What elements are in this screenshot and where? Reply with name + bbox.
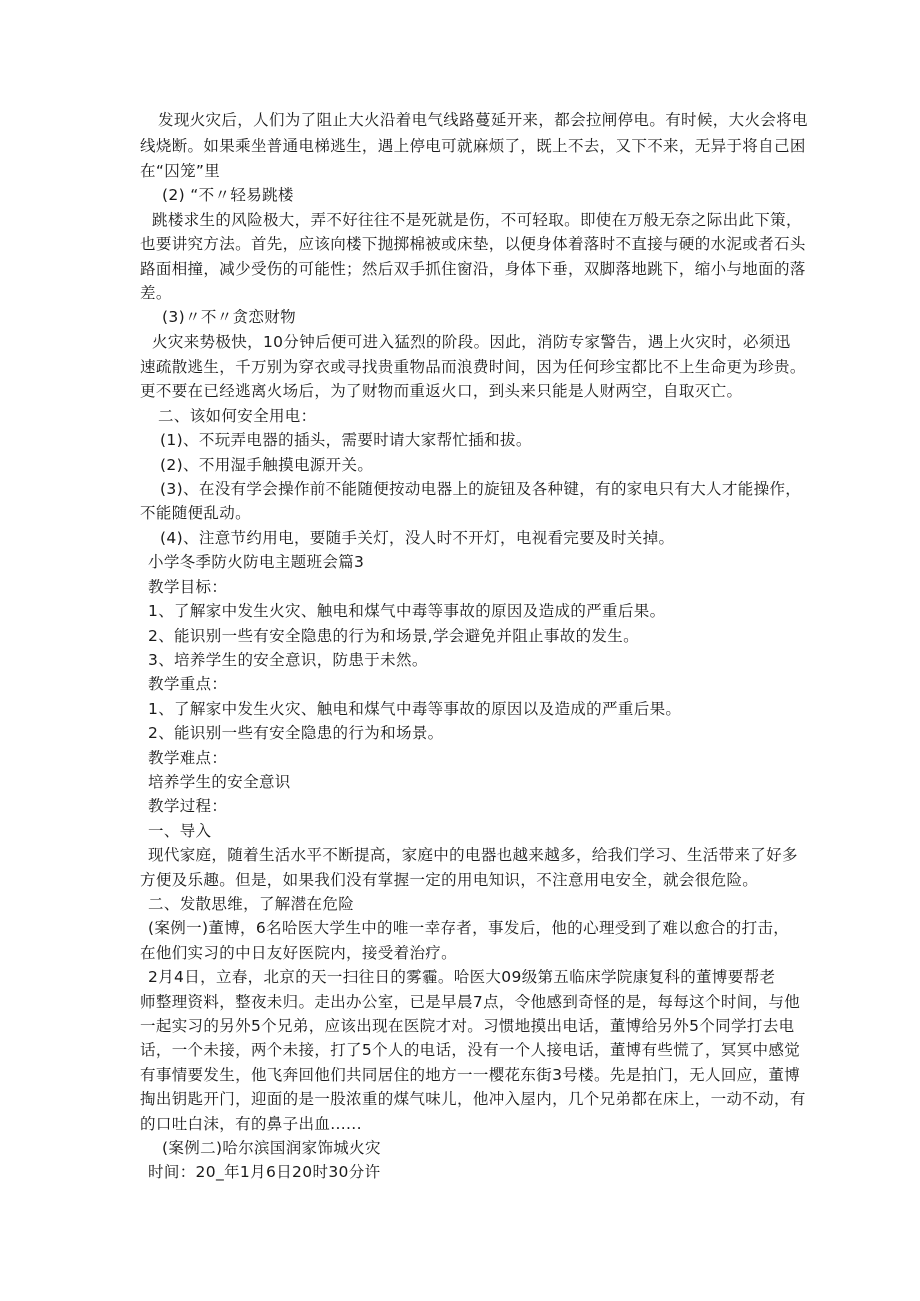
paragraph-line: 掏出钥匙开门，迎面的是一股浓重的煤气味儿，他冲入屋内，几个兄弟都在床上，一动不动，有 (140, 1090, 806, 1108)
paragraph-line: 时间：20_年1月6日20时30分许 (148, 1163, 381, 1181)
paragraph-line: 有事情要发生，他飞奔回他们共同居住的地方一一樱花东街3号楼。先是拍门，无人回应，董博 (140, 1066, 801, 1084)
paragraph-line: 跳楼求生的风险极大，弄不好往往不是死就是伤，不可轻取。即使在万般无奈之际出此下策， (152, 211, 802, 229)
section-heading: 教学目标： (148, 578, 228, 596)
paragraph-line: 的口吐白沫，有的鼻子出血...... (140, 1115, 362, 1133)
paragraph-line: 线烧断。如果乘坐普通电梯逃生，遇上停电可就麻烦了，既上不去，又下不来，无异于将自己困 (140, 137, 806, 155)
list-item: (3)、在没有学会操作前不能随便按动电器上的旋钮及各种键，有的家电只有大人才能操作， (160, 480, 802, 498)
paragraph-line: 在“囚笼”里 (140, 162, 221, 180)
list-item: 3、培养学生的安全意识，防患于未然。 (148, 651, 428, 669)
list-item: 2、能识别一些有安全隐患的行为和场景。 (148, 724, 444, 742)
paragraph-line: 方便及乐趣。但是，如果我们没有掌握一定的用电知识，不注意用电安全，就会很危险。 (140, 871, 759, 889)
list-item: 1、了解家中发生火灾、触电和煤气中毒等事故的原因以及造成的严重后果。 (148, 700, 682, 718)
section-heading: 二、该如何安全用电： (158, 407, 317, 425)
list-item: 2、能识别一些有安全隐患的行为和场景,学会避免并阻止事故的发生。 (148, 627, 639, 645)
paragraph-line: 培养学生的安全意识 (148, 773, 291, 791)
paragraph-line: 2月4日，立春，北京的天一扫往日的雾霾。哈医大09级第五临床学院康复科的董博要帮老 (148, 968, 776, 986)
list-item: 不能随便乱动。 (140, 504, 251, 522)
paragraph-line: 也要讲究方法。首先，应该向楼下抛掷棉被或床垫，以便身体着落时不直接与硬的水泥或者石头 (140, 235, 806, 253)
paragraph-line: 发现火灾后，人们为了阻止大火沿着电气线路蔓延开来，都会拉闸停电。有时候，大火会将电 (158, 111, 808, 129)
section-heading: 教学过程： (148, 797, 228, 815)
paragraph-line: 差。 (140, 284, 172, 302)
list-item: (2)、不用湿手触摸电源开关。 (160, 456, 374, 474)
paragraph-line: 师整理资料，整夜未归。走出办公室，已是早晨7点，令他感到奇怪的是，每每这个时间，与他 (140, 993, 801, 1011)
paragraph-line: 在他们实习的中日友好医院内，接受着治疗。 (140, 944, 458, 962)
list-item-heading: (3)〃不〃贪恋财物 (162, 308, 296, 326)
section-heading: (案例二)哈尔滨国润家饰城火灾 (162, 1139, 381, 1157)
paragraph-line: 现代家庭，随着生活水平不断提高，家庭中的电器也越来越多，给我们学习、生活带来了好多 (148, 846, 798, 864)
section-heading: 一、导入 (148, 822, 212, 840)
paragraph-line: 话，一个未接，两个未接，打了5个人的电话，没有一个人接电话，董博有些慌了，冥冥中感觉 (140, 1041, 801, 1059)
paragraph-line: (案例一)董博，6名哈医大学生中的唯一幸存者，事发后，他的心理受到了难以愈合的打击， (148, 919, 790, 937)
section-heading: 教学重点： (148, 675, 228, 693)
section-title: 小学冬季防火防电主题班会篇3 (148, 553, 365, 571)
section-heading: 二、发散思维，了解潜在危险 (148, 895, 355, 913)
list-item: (1)、不玩弄电器的插头，需要时请大家帮忙插和拔。 (160, 431, 532, 449)
section-heading: 教学难点： (148, 749, 228, 767)
paragraph-line: 速疏散逃生，千万别为穿衣或寻找贵重物品而浪费时间，因为任何珍宝都比不上生命更为珍贵。 (140, 358, 806, 376)
paragraph-line: 一起实习的另外5个兄弟，应该出现在医院才对。习惯地摸出电话，董博给另外5个同学打去电 (140, 1017, 795, 1035)
paragraph-line: 更不要在已经逃离火场后，为了财物而重返火口，到头来只能是人财两空，自取灭亡。 (140, 382, 743, 400)
paragraph-line: 火灾来势极快，10分钟后便可进入猛烈的阶段。因此，消防专家警告，遇上火灾时，必须迅 (152, 333, 791, 351)
list-item-heading: (2) “不〃轻易跳楼 (162, 186, 294, 204)
list-item: 1、了解家中发生火灾、触电和煤气中毒等事故的原因及造成的严重后果。 (148, 602, 666, 620)
paragraph-line: 路面相撞，减少受伤的可能性；然后双手抓住窗沿，身体下垂，双脚落地跳下，缩小与地面的落 (140, 260, 806, 278)
list-item: (4)、注意节约用电，要随手关灯，没人时不开灯，电视看完要及时关掉。 (160, 529, 675, 547)
